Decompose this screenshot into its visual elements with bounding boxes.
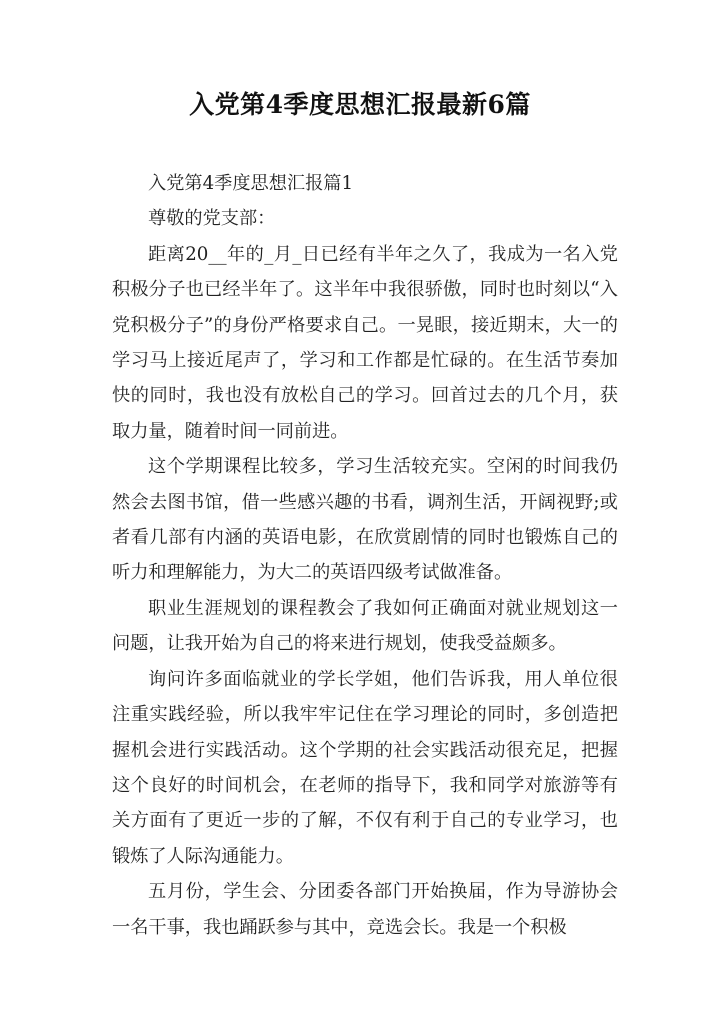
- salutation: 尊敬的党支部：: [148, 208, 276, 230]
- paragraph: 距离20__年的_月_日已经有半年之久了，我成为一名入党积极分子也已经半年了。这半年中我很骄傲，同时也时刻以“入党积极分子”的身份严格要求自己。一晃眼，接近期末，大一的学习马上接近尾声了，学习和工作都是忙碌的。在生活节奏加快的同时，我也没有放松自己的学习。回首过去的几个月，获取力量，随着时间一同前进。: [112, 243, 618, 442]
- section-subtitle: 入党第4季度思想汇报篇1: [148, 173, 354, 194]
- paragraph: 这个学期课程比较多，学习生活较充实。空闲的时间我仍然会去图书馆，借一些感兴趣的书看，调剂生活，开阔视野;或者看几部有内涵的英语电影，在欣赏剧情的同时也锻炼自己的听力和理解能力，为大二的英语四级考试做准备。: [112, 456, 618, 584]
- paragraph: 询问许多面临就业的学长学姐，他们告诉我，用人单位很注重实践经验，所以我牢牢记住在学习理论的同时，多创造把握机会进行实践活动。这个学期的社会实践活动很充足，把握这个良好的时间机会，在老师的指导下，我和同学对旅游等有关方面有了更近一步的了解，不仅有利于自己的专业学习，也锻炼了人际沟通能力。: [112, 668, 618, 867]
- paragraph: 五月份，学生会、分团委各部门开始换届，作为导游协会一名干事，我也踊跃参与其中，竞选会长。我是一个积极: [112, 881, 618, 938]
- document-body: [112, 166, 618, 945]
- document-title: 入党第4季度思想汇报最新6篇: [189, 90, 531, 119]
- paragraph: 职业生涯规划的课程教会了我如何正确面对就业规划这一问题，让我开始为自己的将来进行规划，使我受益颇多。: [112, 597, 618, 655]
